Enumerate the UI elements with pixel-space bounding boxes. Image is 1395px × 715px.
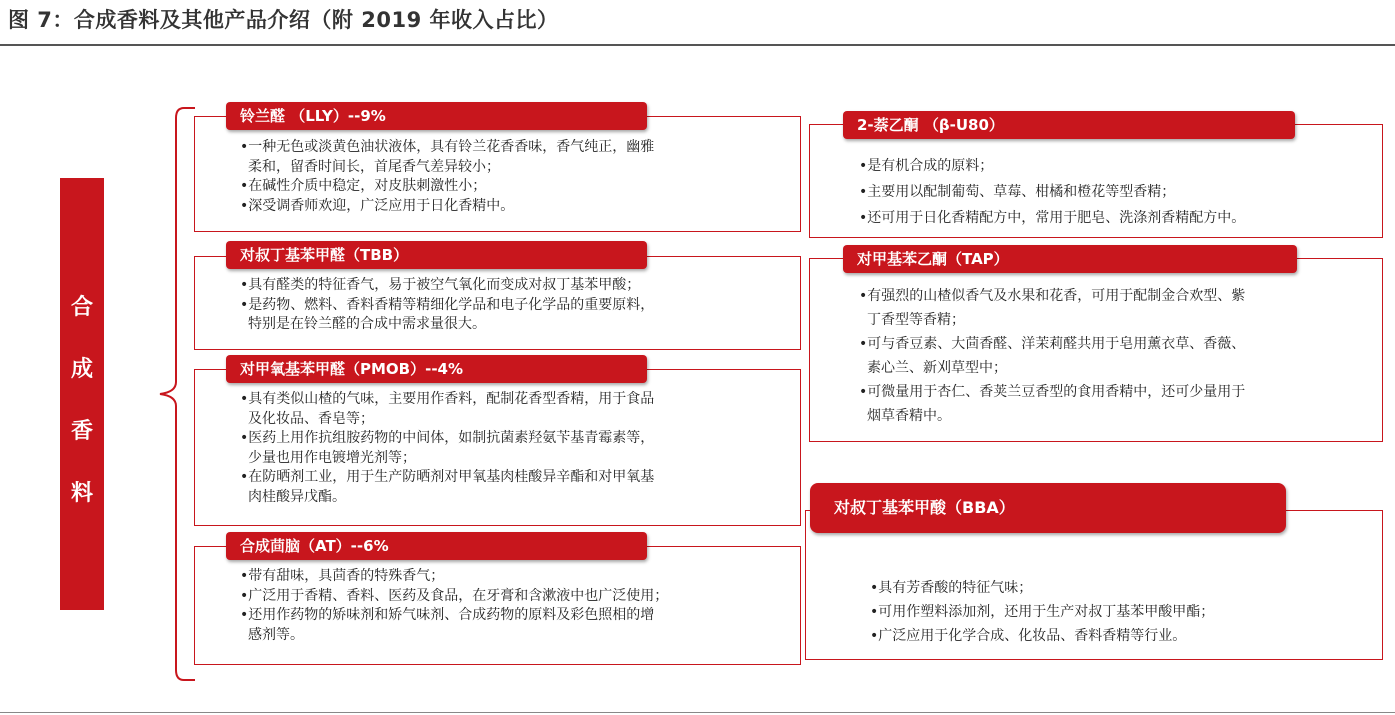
- title-rule: [0, 44, 1395, 46]
- product-details-at: [240, 567, 668, 645]
- product-details-bba: [870, 576, 1214, 648]
- detail-line: •还可用于日化香精配方中，常用于肥皂、洗涤剂香精配方中。: [859, 210, 1246, 226]
- product-header-bba: 对叔丁基苯甲酸（BBA）: [810, 483, 1286, 533]
- detail-line: •在碱性介质中稳定，对皮肤刺激性小；: [240, 178, 487, 194]
- product-header-tap: 对甲基苯乙酮（TAP）: [843, 245, 1297, 273]
- detail-line: 少量也用作电镀增光剂等；: [248, 449, 416, 466]
- product-header-at: 合成茴脑（AT）--6%: [226, 532, 647, 560]
- detail-line: •带有甜味，具茴香的特殊香气；: [240, 568, 445, 584]
- product-details-pmob: [240, 390, 654, 507]
- product-details-b80: [859, 153, 1245, 231]
- detail-line: 感剂等。: [248, 626, 304, 643]
- detail-line: •主要用以配制葡萄、草莓、柑橘和橙花等型香精；: [859, 184, 1176, 200]
- category-label-char: 香: [70, 419, 93, 444]
- footer-rule: [0, 712, 1395, 713]
- detail-line: 烟草香精中。: [867, 408, 951, 424]
- detail-line: •广泛应用于化学合成、化妆品、香料香精等行业。: [870, 628, 1187, 644]
- detail-line: •医药上用作抗组胺药物的中间体，如制抗菌素羟氨苄基青霉素等，: [240, 430, 655, 446]
- detail-line: •具有芳香酸的特征气味；: [870, 580, 1033, 596]
- detail-line: •有强烈的山楂似香气及水果和花香，可用于配制金合欢型、紫: [859, 288, 1246, 304]
- detail-line: •是有机合成的原料；: [859, 158, 994, 174]
- grouping-brace: [150, 100, 200, 685]
- product-header-tbb: 对叔丁基苯甲醛（TBB）: [226, 241, 647, 269]
- detail-line: •可微量用于杏仁、香荚兰豆香型的食用香精中，还可少量用于: [859, 384, 1246, 400]
- figure-title: 图 7：合成香料及其他产品介绍（附 2019 年收入占比）: [8, 8, 559, 32]
- detail-line: •在防晒剂工业，用于生产防晒剂对甲氧基肉桂酸异辛酯和对甲氧基: [240, 469, 655, 485]
- detail-line: 丁香型等香精；: [867, 312, 965, 328]
- detail-line: •具有类似山楂的气味，主要用作香料，配制花香型香精，用于食品: [240, 391, 655, 407]
- detail-line: •可用作塑料添加剂，还用于生产对叔丁基苯甲酸甲酯；: [870, 604, 1215, 620]
- product-details-lly: [240, 138, 654, 216]
- detail-line: 素心兰、新刈草型中；: [867, 360, 1007, 376]
- detail-line: 柔和，留香时间长，首尾香气差异较小；: [248, 158, 500, 175]
- product-header-lly: 铃兰醛 （LLY）--9%: [226, 102, 647, 130]
- detail-line: •广泛用于香精、香料、医药及食品，在牙膏和含漱液中也广泛使用；: [240, 587, 669, 604]
- product-header-b80: 2-萘乙酮 （β-U80）: [843, 111, 1295, 139]
- category-label-char: 料: [70, 481, 93, 506]
- detail-line: •可与香豆素、大茴香醛、洋茉莉醛共用于皂用薰衣草、香薇、: [859, 336, 1246, 352]
- detail-line: •深受调香师欢迎，广泛应用于日化香精中。: [240, 197, 515, 214]
- detail-line: 特别是在铃兰醛的合成中需求量很大。: [248, 316, 486, 332]
- detail-line: 肉桂酸异戊酯。: [248, 488, 346, 505]
- product-details-tap: [859, 284, 1245, 428]
- detail-line: 及化妆品、香皂等；: [248, 410, 374, 427]
- product-header-pmob: 对甲氧基苯甲醛（PMOB）--4%: [226, 355, 647, 383]
- category-label-char: 成: [70, 357, 93, 382]
- detail-line: •是药物、燃料、香料香精等精细化学品和电子化学品的重要原料，: [240, 296, 655, 313]
- category-label-bar: [60, 178, 104, 610]
- product-details-tbb: [240, 276, 654, 335]
- detail-line: •还用作药物的矫味剂和矫气味剂、合成药物的原料及彩色照相的增: [240, 607, 655, 623]
- category-label-char: 合: [70, 295, 93, 320]
- detail-line: •一种无色或淡黄色油状液体，具有铃兰花香香味，香气纯正，幽雅: [240, 139, 655, 155]
- detail-line: •具有醛类的特征香气，易于被空气氧化而变成对叔丁基苯甲酸；: [240, 277, 641, 293]
